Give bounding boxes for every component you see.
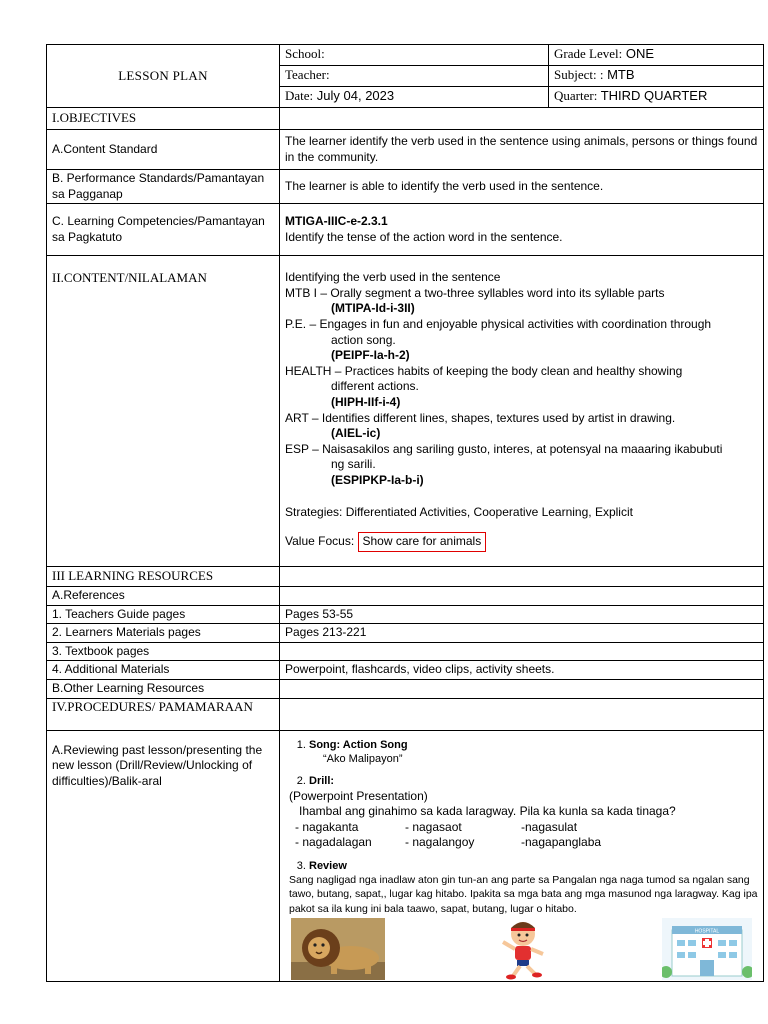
drill-word: - nagadalagan: [295, 835, 372, 850]
health-competency: HEALTH – Practices habits of keeping the body clean and healthy showing: [285, 363, 683, 378]
teachers-guide-value: Pages 53-55: [280, 605, 764, 624]
subject-label: Subject: :: [554, 67, 604, 82]
step-drill: [289, 774, 758, 851]
song-name: “Ako Malipayon”: [323, 752, 403, 765]
grade-label: Grade Level:: [554, 46, 623, 61]
lesson-plan-title: LESSON PLAN: [47, 45, 280, 108]
lion-image: [291, 918, 385, 980]
competency-label: C. Learning Competencies/Pamantayan sa Pagkatuto: [47, 204, 280, 256]
value-focus-label: Value Focus:: [285, 534, 355, 549]
performance-standard-label: B. Performance Standards/Pamantayan sa Pagganap: [47, 170, 280, 204]
content-heading: II.CONTENT/NILALAMAN: [47, 256, 280, 567]
pe-competency: P.E. – Engages in fun and enjoyable physical activities with coordination through: [285, 316, 712, 331]
drill-word: -nagapanglaba: [521, 835, 602, 850]
step-review: [289, 859, 758, 916]
pe-continued: action song.: [331, 332, 396, 347]
drill-word: -nagasulat: [521, 819, 578, 834]
date-value: July 04, 2023: [316, 88, 395, 103]
review-title: 3. Review: [309, 859, 347, 872]
hospital-sign: HOSPITAL: [694, 928, 720, 935]
art-code: (AIEL-ic): [331, 426, 381, 441]
school-cell: [280, 45, 549, 66]
performance-standard-text: The learner is able to identify the verb used in the sentence.: [280, 170, 764, 204]
quarter-value: THIRD QUARTER: [600, 88, 708, 103]
value-focus-box: Show care for animals: [358, 532, 487, 552]
drill-word: - nagasaot: [405, 819, 462, 834]
quarter-cell: [549, 87, 764, 108]
drill-row-2: [295, 835, 758, 851]
procedures-heading: IV.PROCEDURES/ PAMAMARAAN: [47, 698, 280, 730]
drill-instruction: Ihambal ang ginahimo sa kada laragway. Pila ka kunla sa kada tinaga?: [299, 804, 676, 819]
hospital-image: [662, 918, 752, 980]
additional-materials-label: 4. Additional Materials: [47, 661, 280, 680]
drill-subtitle: (Powerpoint Presentation): [289, 788, 428, 803]
esp-continued: ng sarili.: [331, 457, 376, 472]
objectives-heading: I.OBJECTIVES: [47, 108, 280, 130]
textbook-pages-label: 3. Textbook pages: [47, 642, 280, 661]
esp-code: (ESPIPKP-Ia-b-i): [331, 472, 424, 487]
school-label: School:: [285, 46, 325, 61]
song-title: 1. Song: Action Song: [309, 738, 408, 751]
running-boy-image: [489, 918, 559, 980]
procedure-a-cell: [280, 730, 764, 981]
resources-heading: III LEARNING RESOURCES: [47, 567, 280, 587]
content-line1: Identifying the verb used in the sentence: [285, 270, 501, 285]
date-label: Date:: [285, 88, 314, 103]
drill-word: - nagalangoy: [405, 835, 475, 850]
learners-materials-label: 2. Learners Materials pages: [47, 624, 280, 643]
teacher-cell: [280, 66, 549, 87]
teacher-label: Teacher:: [285, 67, 330, 82]
step-song: [309, 738, 758, 767]
content-standard-label: A.Content Standard: [47, 130, 280, 170]
references-label: A.References: [47, 587, 280, 606]
pe-code: (PEIPF-Ia-h-2): [331, 348, 410, 363]
mtb-competency: MTB I – Orally segment a two-three syllables word into its syllable parts: [285, 285, 665, 300]
drill-row-1: [295, 820, 758, 836]
procedure-steps: [285, 738, 758, 916]
drill-title: 2. Drill:: [309, 775, 335, 788]
drill-word: - nagakanta: [295, 819, 359, 834]
additional-materials-value: Powerpoint, flashcards, video clips, activity sheets.: [280, 661, 764, 680]
teachers-guide-label: 1. Teachers Guide pages: [47, 605, 280, 624]
health-code: (HIPH-IIf-i-4): [331, 394, 401, 409]
grade-cell: [549, 45, 764, 66]
procedure-a-label: A.Reviewing past lesson/presenting the new lesson (Drill/Review/Unlocking of difficulties)/Balik-aral: [47, 730, 280, 981]
competency-text: Identify the tense of the action word in the sentence.: [285, 229, 563, 244]
subject-cell: [549, 66, 764, 87]
content-cell: [280, 256, 764, 567]
other-resources-label: B.Other Learning Resources: [47, 680, 280, 699]
competency-cell: [280, 204, 764, 256]
quarter-label: Quarter:: [554, 88, 598, 103]
subject-value: MTB: [607, 67, 635, 82]
review-pictures: [285, 918, 758, 980]
mtb-code: (MTIPA-Id-i-3II): [331, 301, 415, 316]
content-standard-text: The learner identify the verb used in the sentence using animals, persons or things found in the community.: [280, 130, 764, 170]
learners-materials-value: Pages 213-221: [280, 624, 764, 643]
grade-value: ONE: [625, 46, 655, 61]
value-focus-row: [285, 532, 758, 552]
lesson-plan-table: [46, 44, 764, 982]
art-competency: ART – Identifies different lines, shapes, textures used by artist in drawing.: [285, 410, 676, 425]
review-text: Sang nagligad nga inadlaw aton gin tun-an ang parte sa Pangalan nga naga tumod sa ngalan sang tawo, butang, sapat,, lugar kag hitabo. Ipakita sa mga bata ang mga masunod nga laragway. Kag ipa pakot sa ila kung ini bala taawo, sapat, butang, lugar o hitabo.: [289, 874, 758, 915]
date-cell: [280, 87, 549, 108]
health-continued: different actions.: [331, 379, 419, 394]
competency-code: MTIGA-IIIC-e-2.3.1: [285, 214, 388, 229]
esp-competency: ESP – Naisasakilos ang sariling gusto, interes, at potensyal na maaaring ikabubuti: [285, 441, 723, 456]
strategies-text: Strategies: Differentiated Activities, Cooperative Learning, Explicit: [285, 504, 633, 519]
